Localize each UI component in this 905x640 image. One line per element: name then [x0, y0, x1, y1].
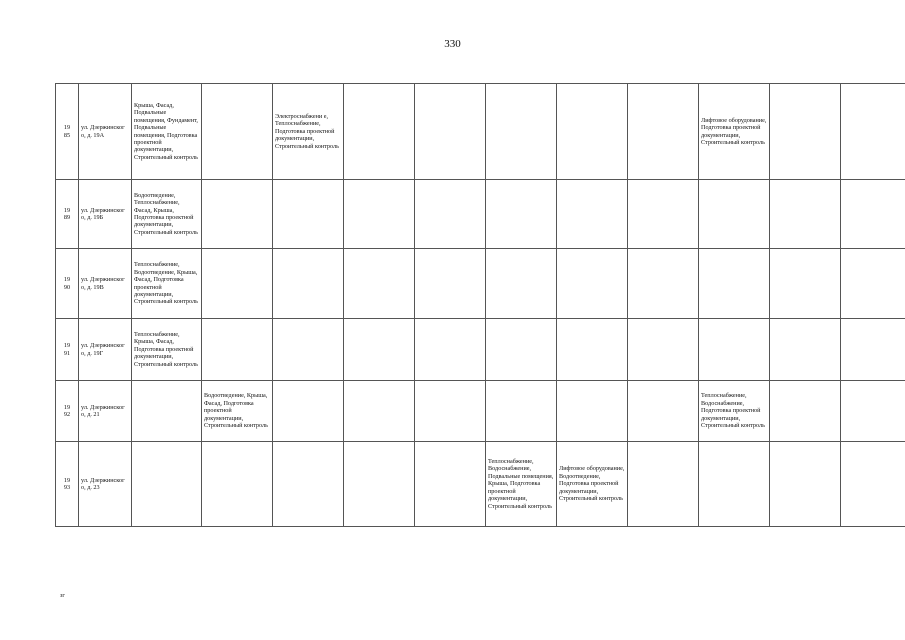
works-cell — [699, 180, 770, 249]
works-cell — [202, 84, 273, 180]
works-cell — [132, 381, 202, 442]
works-cell — [344, 319, 415, 381]
works-cell — [202, 180, 273, 249]
works-cell — [415, 249, 486, 319]
works-cell — [202, 319, 273, 381]
works-cell — [273, 249, 344, 319]
works-cell — [486, 319, 557, 381]
works-cell — [486, 249, 557, 319]
works-cell — [273, 442, 344, 527]
works-cell — [202, 249, 273, 319]
table-row — [56, 180, 905, 249]
works-cell — [415, 381, 486, 442]
row-number: 19 93 — [56, 442, 79, 527]
works-cell — [628, 84, 699, 180]
works-cell: Водоотведение, Крыша, Фасад, Подготовка проектной документации, Строительный контроль — [202, 381, 273, 442]
works-cell — [486, 381, 557, 442]
works-cell: Крыша, Фасад, Подвальные помещения, Фундамент, Подвальные помещения, Подготовка проектной документации, Строительный контроль — [132, 84, 202, 180]
works-cell — [557, 381, 628, 442]
works-cell — [628, 180, 699, 249]
works-cell — [841, 442, 905, 527]
address-cell: ул. Дзержинског о, д. 19Б — [79, 180, 132, 249]
works-cell — [486, 180, 557, 249]
works-cell: Теплоснабжение, Водоотведение, Крыша, Фасад, Подготовка проектной документации, Строительный контроль — [132, 249, 202, 319]
address-cell: ул. Дзержинског о, д. 19В — [79, 249, 132, 319]
row-number: 19 89 — [56, 180, 79, 249]
capital-repair-schedule-table — [55, 83, 905, 527]
works-cell: Электроснабжени е, Теплоснабжение, Подготовка проектной документации, Строительный контроль — [273, 84, 344, 180]
works-cell — [415, 180, 486, 249]
works-cell — [557, 319, 628, 381]
works-cell — [770, 381, 841, 442]
works-cell — [415, 319, 486, 381]
works-cell — [770, 442, 841, 527]
works-cell — [132, 442, 202, 527]
works-cell: Теплоснабжение, Водоснабжение, Подвальные помещения, Крыша, Подготовка проектной документации, Строительный контроль — [486, 442, 557, 527]
works-cell — [486, 84, 557, 180]
works-cell — [841, 319, 905, 381]
address-cell: ул. Дзержинског о, д. 23 — [79, 442, 132, 527]
works-cell — [770, 180, 841, 249]
works-cell — [202, 442, 273, 527]
table-row — [56, 84, 905, 180]
table-row — [56, 442, 905, 527]
row-number: 19 85 — [56, 84, 79, 180]
table-row — [56, 319, 905, 381]
works-cell — [841, 180, 905, 249]
works-cell — [273, 180, 344, 249]
works-cell — [273, 319, 344, 381]
works-cell — [557, 180, 628, 249]
row-number: 19 92 — [56, 381, 79, 442]
row-number: 19 91 — [56, 319, 79, 381]
works-cell: Лифтовое оборудование, Водоотведение, Подготовка проектной документации, Строительный контроль — [557, 442, 628, 527]
works-cell — [415, 442, 486, 527]
table-row — [56, 249, 905, 319]
page-number: 330 — [444, 38, 461, 50]
works-cell — [628, 319, 699, 381]
works-cell — [841, 381, 905, 442]
works-cell — [344, 381, 415, 442]
footer-mark: зг — [60, 593, 65, 599]
works-cell — [344, 442, 415, 527]
works-cell — [557, 84, 628, 180]
table-row — [56, 381, 905, 442]
address-cell: ул. Дзержинског о, д. 19А — [79, 84, 132, 180]
works-cell — [770, 249, 841, 319]
works-cell — [344, 84, 415, 180]
works-cell — [699, 319, 770, 381]
works-cell — [699, 249, 770, 319]
works-cell — [628, 442, 699, 527]
works-cell — [841, 249, 905, 319]
works-cell: Лифтовое оборудование, Подготовка проектной документации, Строительный контроль — [699, 84, 770, 180]
works-cell — [699, 442, 770, 527]
works-cell: Теплоснабжение, Крыша, Фасад, Подготовка проектной документации, Строительный контроль — [132, 319, 202, 381]
works-cell — [841, 84, 905, 180]
address-cell: ул. Дзержинског о, д. 19Г — [79, 319, 132, 381]
works-cell — [770, 319, 841, 381]
works-cell — [770, 84, 841, 180]
row-number: 19 90 — [56, 249, 79, 319]
works-cell — [628, 249, 699, 319]
address-cell: ул. Дзержинског о, д. 21 — [79, 381, 132, 442]
works-cell: Теплоснабжение, Водоснабжение, Подготовка проектной документации, Строительный контроль — [699, 381, 770, 442]
works-cell — [628, 381, 699, 442]
works-cell — [415, 84, 486, 180]
works-cell — [344, 180, 415, 249]
works-cell — [557, 249, 628, 319]
works-cell — [273, 381, 344, 442]
works-cell — [344, 249, 415, 319]
works-cell: Водоотведение, Теплоснабжение, Фасад, Крыша, Подготовка проектной документации, Строительный контроль — [132, 180, 202, 249]
